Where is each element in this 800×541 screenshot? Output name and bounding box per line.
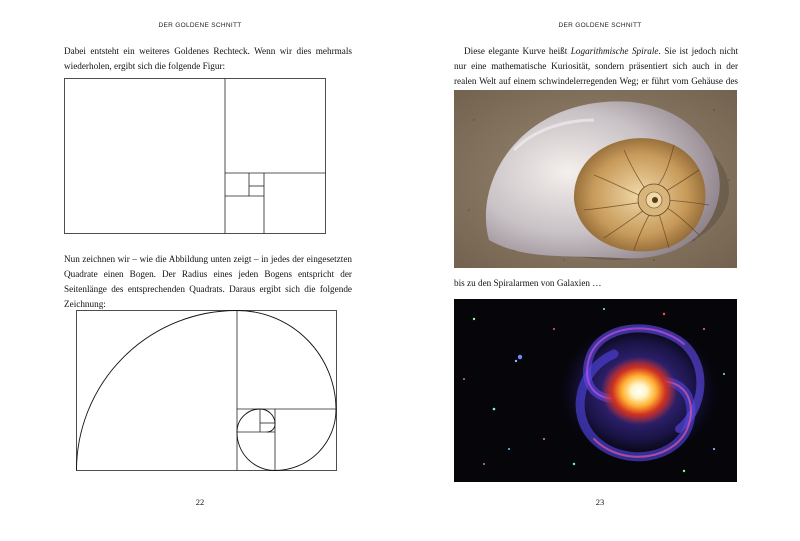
nautilus-photo <box>454 90 737 268</box>
paragraph-intro: Dabei entsteht ein weiteres Goldenes Rechteck. Wenn wir dies mehrmals wiederholen, ergibt sich die folgende Figur: <box>64 46 352 71</box>
page-number: 23 <box>595 497 605 507</box>
term-logarithmic-spiral: Logarithmische Spirale <box>570 46 659 56</box>
caption-galaxy: bis zu den Spiralarmen von Galaxien … <box>454 278 602 288</box>
logarithmic-spiral-curve <box>77 310 337 470</box>
paragraph-spiral: Diese elegante Kurve heißt Logarithmische Spirale. Sie ist jedoch nicht nur eine mathematische Kuriosität, sondern präsentiert sich auch in der realen Welt auf einem schwindelerregenden Weg; er führt vom Gehäuse des <box>454 46 739 86</box>
golden-spiral-figure <box>76 310 338 472</box>
running-header: DER GOLDENE SCHNITT <box>558 22 642 29</box>
running-header: DER GOLDENE SCHNITT <box>158 22 242 29</box>
page-number: 22 <box>195 497 205 507</box>
right-page <box>400 0 800 541</box>
galaxy-photo <box>454 299 737 482</box>
paragraph-arcs: Nun zeichnen wir – wie die Abbildung unten zeigt – in jedes der eingesetzten Quadrate einen Bogen. Der Radius eines jeden Bogens entspricht der Seitenlänge des entsprechenden Quadrats. Daraus ergibt sich die folgende Zeichnung: <box>64 254 352 309</box>
golden-rectangle-figure <box>64 78 326 235</box>
